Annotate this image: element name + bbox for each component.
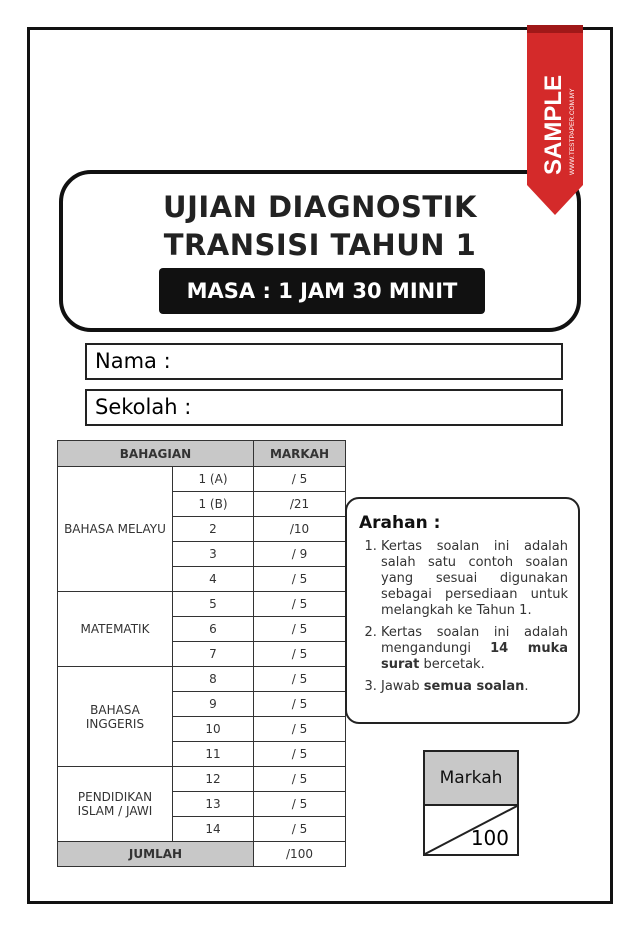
table-row [58, 767, 346, 792]
question-cell: 6 [173, 617, 254, 642]
text-bold: 14 muka surat [381, 641, 568, 672]
question-cell: 3 [173, 542, 254, 567]
instruction-2 [381, 625, 568, 673]
text: bercetak. [419, 657, 485, 672]
sample-label: SAMPLE [540, 74, 567, 175]
table-row [58, 667, 346, 692]
question-cell: 7 [173, 642, 254, 667]
marks-total: 100 [470, 826, 509, 850]
mark-cell: / 5 [254, 767, 346, 792]
sample-ribbon-icon [527, 25, 583, 215]
mark-cell: / 5 [254, 717, 346, 742]
question-cell: 1 (B) [173, 492, 254, 517]
mark-cell: / 5 [254, 817, 346, 842]
table-row [58, 467, 346, 492]
header-bahagian: BAHAGIAN [58, 441, 254, 467]
instructions-title: Arahan : [359, 513, 441, 533]
mark-cell: / 5 [254, 567, 346, 592]
nama-field[interactable]: Nama : [85, 343, 563, 380]
mark-cell: / 9 [254, 542, 346, 567]
section-name: BAHASA INGGERIS [58, 667, 173, 767]
question-cell: 2 [173, 517, 254, 542]
question-cell: 5 [173, 592, 254, 617]
mark-cell: / 5 [254, 692, 346, 717]
mark-cell: / 5 [254, 617, 346, 642]
mark-cell: /10 [254, 517, 346, 542]
title-line-1: UJIAN DIAGNOSTIK [163, 190, 477, 224]
section-name: PENDIDIKAN ISLAM / JAWI [58, 767, 173, 842]
table-row [58, 592, 346, 617]
mark-cell: / 5 [254, 667, 346, 692]
instructions-box [345, 497, 580, 724]
text: . [524, 679, 529, 694]
title-box [59, 170, 581, 332]
header-markah: MARKAH [254, 441, 346, 467]
mark-cell: /21 [254, 492, 346, 517]
instruction-1: 1. Kertas soalan ini adalah salah satu contoh soalan yang sesuai digunakan sebagai persediaan untuk melangkah ke Tahun 1. [381, 539, 568, 619]
text: Jawab [381, 679, 424, 694]
mark-cell: / 5 [254, 642, 346, 667]
section-name: BAHASA MELAYU [58, 467, 173, 592]
question-cell: 14 [173, 817, 254, 842]
marks-table [57, 440, 346, 867]
question-cell: 9 [173, 692, 254, 717]
question-cell: 10 [173, 717, 254, 742]
total-value: /100 [254, 842, 346, 867]
section-name: MATEMATIK [58, 592, 173, 667]
mark-cell: / 5 [254, 467, 346, 492]
mark-cell: / 5 [254, 792, 346, 817]
marks-box [423, 750, 519, 856]
mark-cell: / 5 [254, 592, 346, 617]
question-cell: 4 [173, 567, 254, 592]
question-cell: 8 [173, 667, 254, 692]
instruction-3 [381, 679, 568, 695]
duration-banner: MASA : 1 JAM 30 MINIT [159, 268, 485, 314]
question-cell: 11 [173, 742, 254, 767]
sample-url: WWW.TESTPAPER.COM.MY [569, 88, 576, 175]
sekolah-field[interactable]: Sekolah : [85, 389, 563, 426]
marks-label: Markah [425, 752, 517, 806]
question-cell: 13 [173, 792, 254, 817]
total-label: JUMLAH [58, 842, 254, 867]
mark-cell: / 5 [254, 742, 346, 767]
question-cell: 1 (A) [173, 467, 254, 492]
question-cell: 12 [173, 767, 254, 792]
text: Kertas soalan ini adalah mengandungi [381, 625, 568, 656]
title-line-2: TRANSISI TAHUN 1 [163, 228, 477, 262]
text-bold: semua soalan [423, 679, 525, 694]
